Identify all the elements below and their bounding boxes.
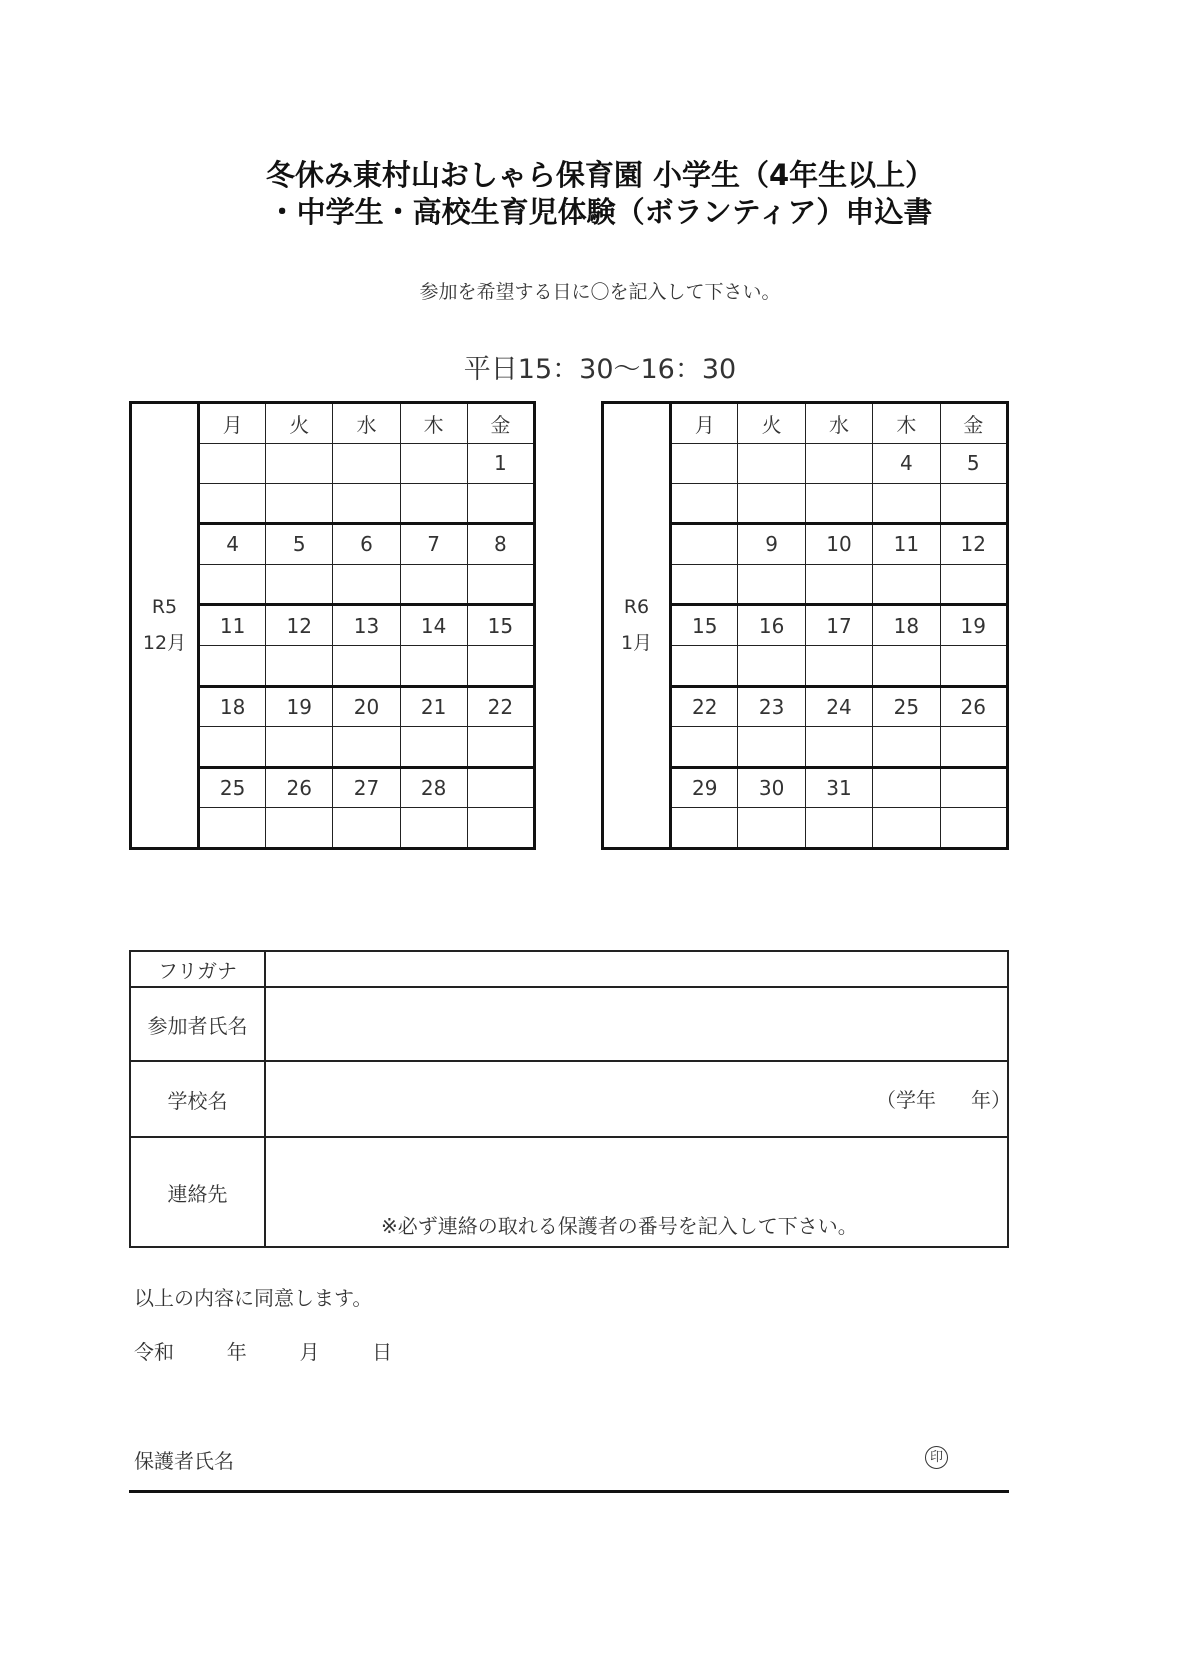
- date-month: 月: [299, 1340, 320, 1364]
- date-cell: 20: [333, 686, 400, 727]
- date-cell: 22: [671, 686, 738, 727]
- date-cell: [671, 524, 738, 565]
- date-cell: [940, 767, 1007, 808]
- date-cell: 31: [805, 767, 872, 808]
- mark-cell[interactable]: [333, 645, 400, 686]
- date-cell: [738, 444, 805, 484]
- mark-cell[interactable]: [266, 645, 333, 686]
- contact-field[interactable]: [265, 1137, 1008, 1247]
- signature-line[interactable]: [129, 1490, 1009, 1493]
- month-label: 12月: [142, 632, 187, 655]
- mark-cell[interactable]: [467, 564, 534, 605]
- participant-name-field[interactable]: [265, 987, 1008, 1061]
- date-cell: 12: [940, 524, 1007, 565]
- mark-cell[interactable]: [738, 727, 805, 768]
- date-cell: 1: [467, 444, 534, 484]
- mark-cell[interactable]: [333, 483, 400, 524]
- mark-cell[interactable]: [940, 645, 1007, 686]
- weekday-header: 火: [738, 403, 805, 444]
- form-title-line-2: ・中学生・高校生育児体験（ボランティア）申込書: [267, 195, 933, 229]
- mark-cell[interactable]: [671, 727, 738, 768]
- contact-label: 連絡先: [130, 1137, 265, 1247]
- furigana-field[interactable]: [265, 951, 1008, 987]
- mark-cell[interactable]: [805, 645, 872, 686]
- weekday-header: 水: [805, 403, 872, 444]
- mark-cell[interactable]: [333, 564, 400, 605]
- date-cell: 5: [266, 524, 333, 565]
- time-slot: 平日15：30〜16：30: [463, 354, 737, 385]
- date-cell: 19: [940, 605, 1007, 646]
- mark-cell[interactable]: [400, 645, 467, 686]
- grade-close: 年）: [971, 1088, 1011, 1112]
- date-cell: 22: [467, 686, 534, 727]
- mark-cell[interactable]: [333, 727, 400, 768]
- mark-cell[interactable]: [940, 483, 1007, 524]
- date-cell: 10: [805, 524, 872, 565]
- era-label: R6: [623, 596, 650, 619]
- weekday-header: 木: [873, 403, 940, 444]
- grade-open: （学年: [876, 1088, 936, 1112]
- date-cell: 7: [400, 524, 467, 565]
- guardian-name-label: 保護者氏名: [134, 1449, 234, 1473]
- mark-cell[interactable]: [266, 483, 333, 524]
- date-cell: 19: [266, 686, 333, 727]
- mark-cell[interactable]: [400, 727, 467, 768]
- date-cell: 9: [738, 524, 805, 565]
- date-era: 令和: [134, 1340, 174, 1364]
- date-cell: [266, 444, 333, 484]
- date-cell: 6: [333, 524, 400, 565]
- date-day: 日: [372, 1340, 393, 1364]
- date-cell: 4: [873, 444, 940, 484]
- mark-cell[interactable]: [940, 727, 1007, 768]
- mark-cell[interactable]: [805, 727, 872, 768]
- month-label-cell: [131, 403, 199, 849]
- date-cell: 15: [467, 605, 534, 646]
- mark-cell[interactable]: [738, 564, 805, 605]
- mark-cell[interactable]: [467, 727, 534, 768]
- weekday-header: 木: [400, 403, 467, 444]
- weekday-header: 月: [199, 403, 266, 444]
- date-row: [134, 1336, 392, 1365]
- mark-cell[interactable]: [738, 483, 805, 524]
- weekday-header: 火: [266, 403, 333, 444]
- date-cell: 23: [738, 686, 805, 727]
- date-cell: 25: [873, 686, 940, 727]
- date-cell: 8: [467, 524, 534, 565]
- mark-cell[interactable]: [400, 564, 467, 605]
- month-label-cell: [603, 403, 671, 849]
- mark-cell[interactable]: [400, 483, 467, 524]
- mark-cell[interactable]: [671, 483, 738, 524]
- date-cell: 24: [805, 686, 872, 727]
- date-cell: 27: [333, 767, 400, 808]
- date-cell: 12: [266, 605, 333, 646]
- mark-cell[interactable]: [940, 564, 1007, 605]
- date-cell: [805, 444, 872, 484]
- date-cell: 28: [400, 767, 467, 808]
- date-cell: [467, 767, 534, 808]
- date-cell: 5: [940, 444, 1007, 484]
- mark-cell[interactable]: [805, 808, 872, 849]
- mark-cell[interactable]: [873, 727, 940, 768]
- mark-cell[interactable]: [199, 808, 266, 849]
- mark-cell[interactable]: [873, 645, 940, 686]
- era-label: R5: [151, 596, 178, 619]
- date-cell: 16: [738, 605, 805, 646]
- date-cell: 17: [805, 605, 872, 646]
- date-cell: 26: [266, 767, 333, 808]
- date-cell: 30: [738, 767, 805, 808]
- mark-cell[interactable]: [873, 483, 940, 524]
- mark-cell[interactable]: [266, 564, 333, 605]
- mark-cell[interactable]: [199, 564, 266, 605]
- date-cell: 29: [671, 767, 738, 808]
- school-name-label: 学校名: [130, 1061, 265, 1137]
- date-cell: 11: [873, 524, 940, 565]
- mark-cell[interactable]: [333, 808, 400, 849]
- weekday-header: 月: [671, 403, 738, 444]
- weekday-header: 金: [940, 403, 1007, 444]
- mark-cell[interactable]: [400, 808, 467, 849]
- date-cell: [333, 444, 400, 484]
- mark-cell[interactable]: [266, 808, 333, 849]
- mark-cell[interactable]: [671, 564, 738, 605]
- contact-note: ※必ず連絡の取れる保護者の番号を記入して下さい。: [381, 1214, 858, 1238]
- mark-cell[interactable]: [873, 808, 940, 849]
- mark-cell[interactable]: [467, 808, 534, 849]
- date-cell: [199, 444, 266, 484]
- mark-cell[interactable]: [940, 808, 1007, 849]
- furigana-label: フリガナ: [130, 951, 265, 987]
- seal-mark: 印: [925, 1446, 948, 1469]
- date-cell: 18: [199, 686, 266, 727]
- date-cell: 14: [400, 605, 467, 646]
- mark-cell[interactable]: [199, 483, 266, 524]
- date-cell: [671, 444, 738, 484]
- date-cell: 11: [199, 605, 266, 646]
- mark-cell[interactable]: [873, 564, 940, 605]
- weekday-header: 水: [333, 403, 400, 444]
- date-cell: 26: [940, 686, 1007, 727]
- agreement-text: 以上の内容に同意します。: [134, 1286, 373, 1310]
- date-cell: 18: [873, 605, 940, 646]
- date-cell: 4: [199, 524, 266, 565]
- form-title-line-1: 冬休み東村山おしゃら保育園 小学生（4年生以上）: [265, 158, 935, 192]
- mark-cell[interactable]: [805, 564, 872, 605]
- mark-cell[interactable]: [266, 727, 333, 768]
- date-cell: 21: [400, 686, 467, 727]
- participant-name-label: 参加者氏名: [130, 987, 265, 1061]
- date-cell: [873, 767, 940, 808]
- date-cell: 15: [671, 605, 738, 646]
- calendar-january: [601, 401, 1009, 850]
- date-year: 年: [226, 1340, 247, 1364]
- mark-cell[interactable]: [467, 645, 534, 686]
- mark-cell[interactable]: [738, 645, 805, 686]
- mark-cell[interactable]: [199, 645, 266, 686]
- weekday-header: 金: [467, 403, 534, 444]
- date-cell: 25: [199, 767, 266, 808]
- mark-cell[interactable]: [738, 808, 805, 849]
- month-label: 1月: [620, 632, 653, 655]
- date-cell: 13: [333, 605, 400, 646]
- instruction-text: 参加を希望する日に〇を記入して下さい。: [419, 281, 781, 303]
- mark-cell[interactable]: [199, 727, 266, 768]
- mark-cell[interactable]: [671, 808, 738, 849]
- applicant-form: [129, 950, 1009, 1248]
- school-name-field[interactable]: [265, 1061, 1011, 1137]
- calendar-december: [129, 401, 536, 850]
- mark-cell[interactable]: [805, 483, 872, 524]
- mark-cell[interactable]: [671, 645, 738, 686]
- mark-cell[interactable]: [467, 483, 534, 524]
- date-cell: [400, 444, 467, 484]
